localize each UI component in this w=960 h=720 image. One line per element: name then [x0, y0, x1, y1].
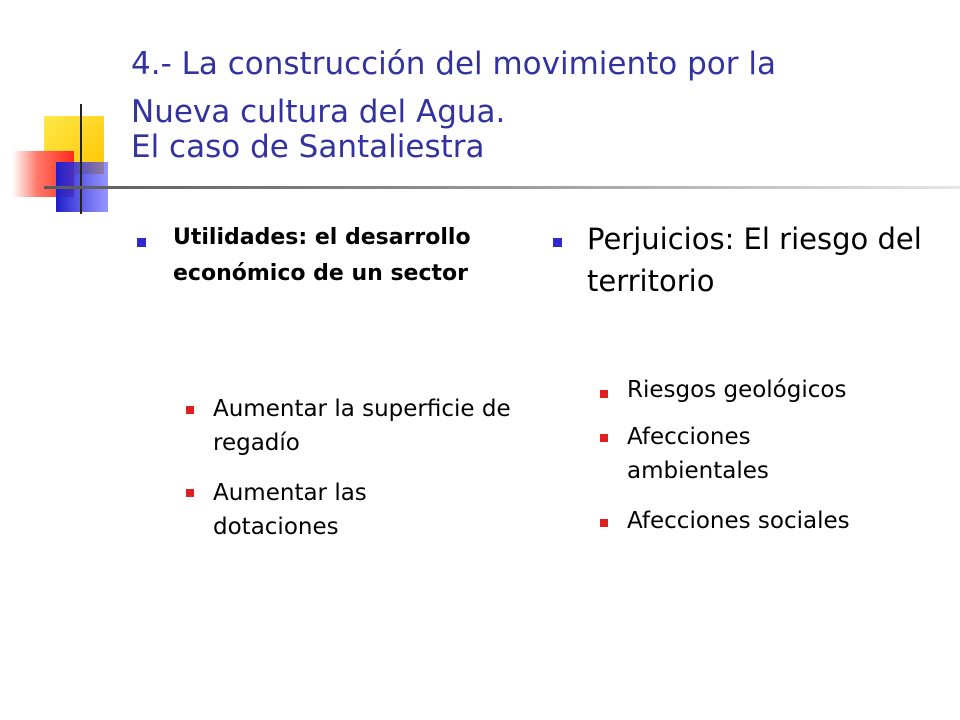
left-heading: Utilidades: el desarrollo económico de un sector: [173, 225, 471, 286]
right-item-3: Afecciones sociales: [627, 508, 850, 534]
title-line-2: Nueva cultura del Agua.: [131, 94, 506, 130]
right-item-bullet: [600, 519, 608, 527]
slide-title: [131, 40, 931, 171]
right-item-bullet: [600, 390, 608, 398]
left-item-bullet: [186, 489, 194, 497]
left-item-2: Aumentar las dotaciones: [213, 480, 367, 540]
title-line-3: El caso de Santaliestra: [131, 129, 485, 165]
left-item-bullet: [186, 406, 194, 414]
right-heading-bullet: [553, 238, 562, 247]
right-item-1: Riesgos geológicos: [627, 377, 847, 403]
left-item-1: Aumentar la superficie de regadío: [213, 396, 511, 456]
right-item-2: Afecciones ambientales: [627, 424, 769, 484]
title-divider: [44, 186, 960, 189]
right-heading: Perjuicios: El riesgo del territorio: [587, 222, 922, 298]
decorative-squares-logo: [0, 0, 140, 230]
title-line-1: 4.- La construcción del movimiento por la: [131, 46, 776, 82]
right-item-bullet: [600, 434, 608, 442]
left-heading-bullet: [137, 238, 146, 247]
